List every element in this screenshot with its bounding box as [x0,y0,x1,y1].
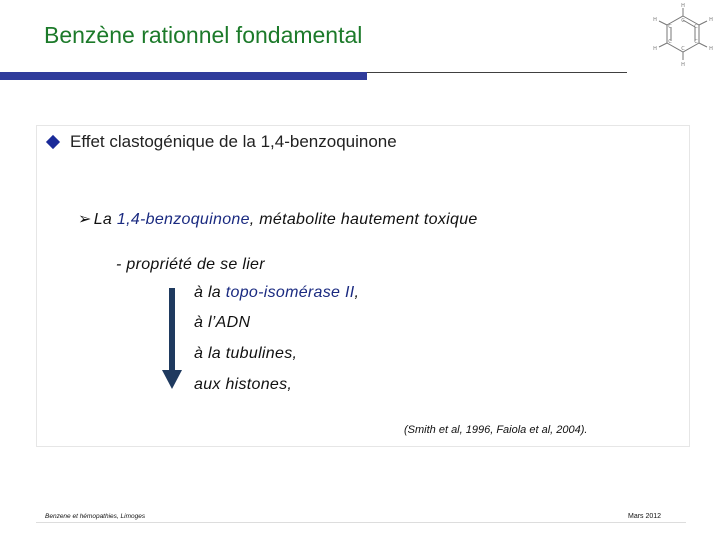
svg-text:H: H [709,46,713,52]
list-item [194,376,292,394]
down-arrow-icon [160,288,184,390]
footer-divider [36,522,686,523]
list-item [194,345,297,363]
item-prefix: à la tubulines, [194,345,298,362]
footer-source: Benzene et hémopathies, Limoges [45,513,146,520]
list-item [194,314,250,332]
item-suffix: , [354,284,360,301]
property-line: - propriété de se lier [116,256,265,273]
arrowhead-bullet-icon: ➢ [78,211,92,228]
benzene-structure-icon [650,2,716,68]
item-prefix: aux histones, [194,376,293,393]
svg-text:H: H [681,62,685,68]
content-panel [36,125,690,447]
sub-bullet-suffix: , métabolite hautement toxique [249,211,478,228]
item-prefix: à l’ADN [194,314,251,331]
sub-bullet-highlight: 1,4-benzoquinone [116,211,250,228]
svg-text:C: C [668,39,672,45]
svg-text:H: H [681,3,685,9]
svg-text:H: H [709,17,713,23]
svg-text:C: C [668,24,672,30]
svg-text:C: C [694,39,698,45]
title-divider-line [367,72,627,73]
svg-text:C: C [681,46,685,52]
footer-date: Mars 2012 [628,513,662,520]
citation: (Smith et al, 1996, Faiola et al, 2004). [404,424,588,436]
item-highlight: topo-isomérase II [225,284,355,301]
main-bullet [45,132,397,152]
svg-text:H: H [653,46,657,52]
list-item [194,284,359,302]
main-bullet-text: Effet clastogénique de la 1,4-benzoquinone [70,132,397,151]
sub-bullet [78,209,478,229]
item-prefix: à la [194,284,226,301]
svg-text:C: C [681,18,685,24]
diamond-bullet-icon [46,135,60,149]
sub-bullet-prefix: La [93,211,117,228]
svg-text:H: H [653,17,657,23]
slide-title: Benzène rationnel fondamental [44,22,363,48]
svg-text:C: C [694,24,698,30]
title-accent-bar [0,72,367,80]
